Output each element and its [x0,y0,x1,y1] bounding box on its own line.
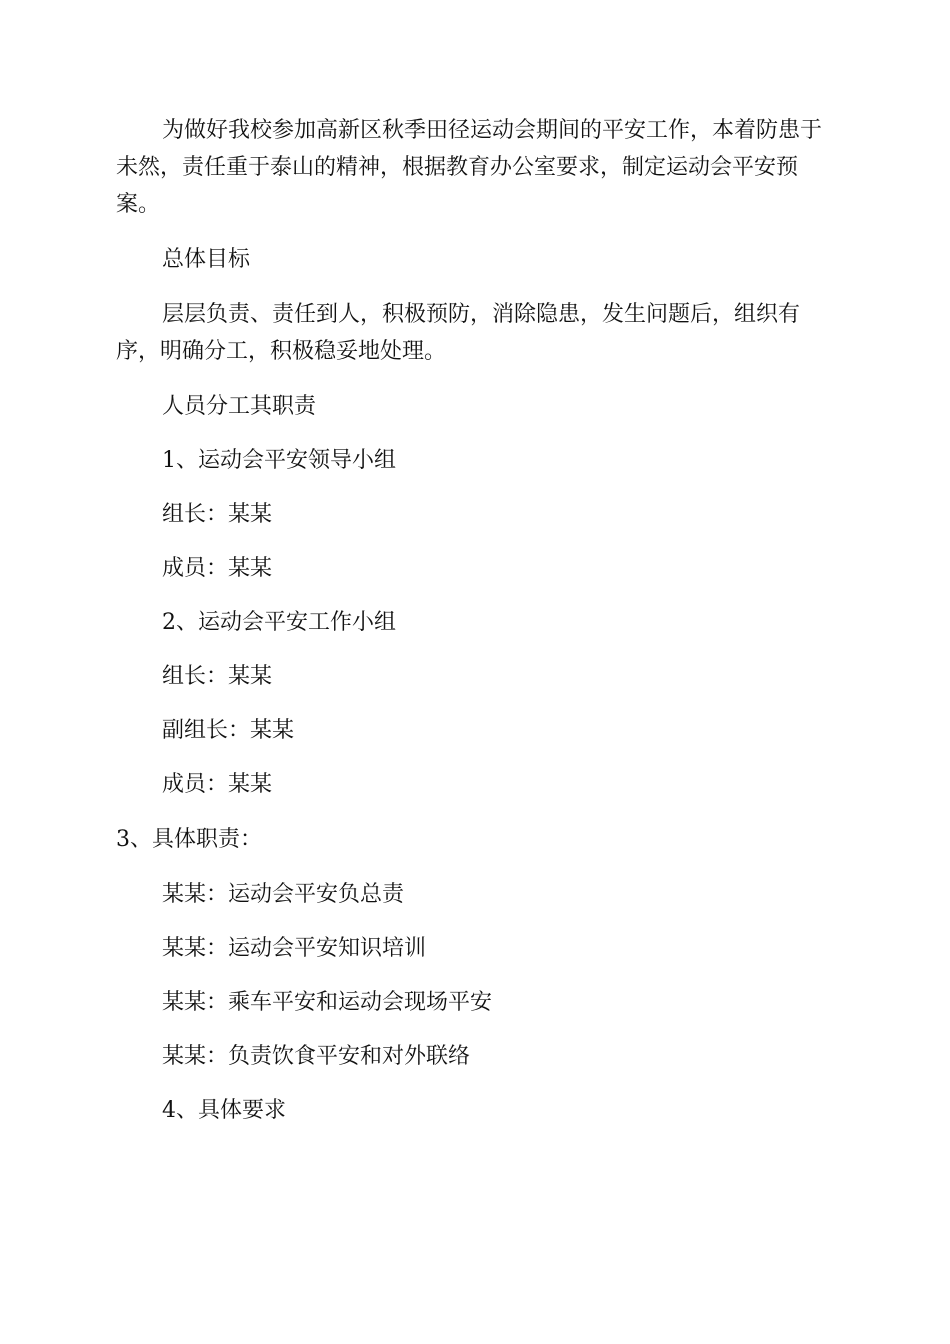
group2-leader: 组长：某某 [162,664,273,689]
duty-item: 某某：运动会平安负总责 [162,882,405,907]
group2-members: 成员：某某 [162,772,273,797]
overall-goal-heading: 总体目标 [162,247,251,272]
duty-item: 某某：乘车平安和运动会现场平安 [162,990,493,1015]
group1-members: 成员：某某 [162,556,273,581]
group1-title: 1、运动会平安领导小组 [162,448,396,473]
duties-title: 3、具体职责： [116,827,262,852]
group2-deputy: 副组长：某某 [162,718,295,743]
duty-item: 某某：负责饮食平安和对外联络 [162,1044,471,1069]
duty-item: 某某：运动会平安知识培训 [162,936,427,961]
requirements-title: 4、具体要求 [162,1098,286,1123]
staffing-heading: 人员分工其职责 [162,394,317,419]
overall-goal-paragraph: 层层负责、责任到人，积极预防，消除隐患，发生问题后，组织有序，明确分工，积极稳妥地处理。 [116,302,801,364]
group1-leader: 组长：某某 [162,502,273,527]
intro-paragraph: 为做好我校参加高新区秋季田径运动会期间的平安工作，本着防患于未然，责任重于泰山的精神，根据教育办公室要求，制定运动会平安预案。 [116,118,823,217]
group2-title: 2、运动会平安工作小组 [162,610,396,635]
